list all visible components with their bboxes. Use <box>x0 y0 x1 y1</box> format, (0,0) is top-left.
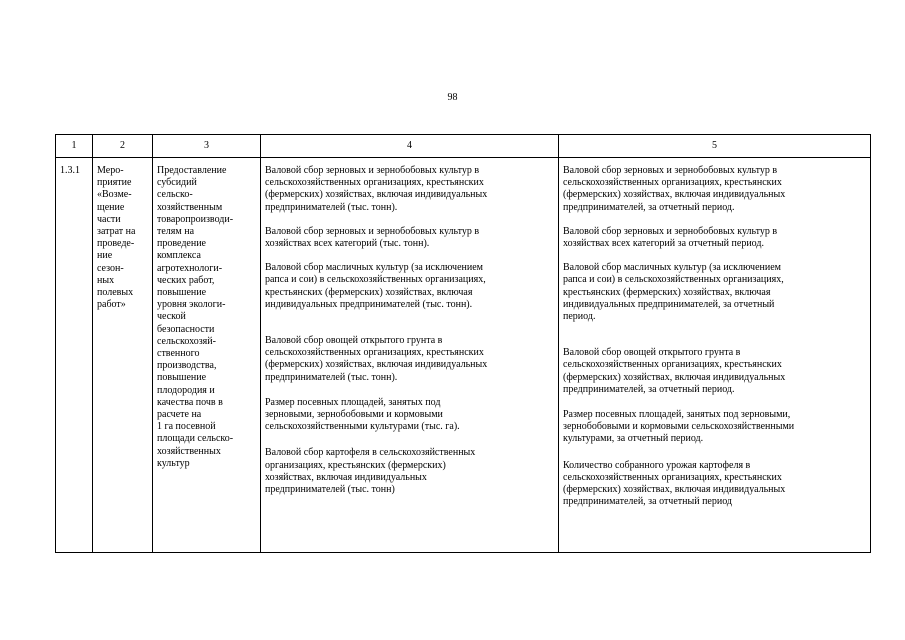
indicator-paragraph <box>265 397 555 434</box>
definition-paragraph <box>563 347 868 396</box>
measure-description-line: сельско- <box>157 189 193 201</box>
measure-description-line: товаропроизводи- <box>157 213 234 225</box>
definition-paragraph-line: Количество собранного урожая картофеля в <box>563 459 751 471</box>
measure-name-line: Меро- <box>97 165 124 176</box>
definitions-cell <box>559 158 871 553</box>
column-header-1: 1 <box>56 135 93 158</box>
indicator-paragraph-line: крестьянских (фермерских) хозяйствах, включая <box>265 286 473 298</box>
definition-paragraph-line: предпринимателей, за отчетный период. <box>563 383 735 395</box>
indicator-paragraph-line: Размер посевных площадей, занятых под <box>265 396 441 408</box>
definition-paragraph <box>563 226 868 250</box>
indicator-paragraph-line: Валовой сбор картофеля в сельскохозяйственных <box>265 447 476 459</box>
definition-paragraph-line: Валовой сбор масличных культур (за исключением <box>563 262 781 274</box>
definition-paragraph-line: зернобобовыми и кормовыми сельскохозяйственными <box>563 421 795 433</box>
item-number: 1.3.1 <box>60 165 80 176</box>
column-header-3: 3 <box>153 135 261 158</box>
measure-name-line: полевых <box>97 287 134 299</box>
indicator-paragraph <box>265 262 555 311</box>
measure-description-line: сельскохозяй- <box>157 335 216 347</box>
definition-paragraph-line: Размер посевных площадей, занятых под зерновыми, <box>563 409 791 421</box>
header-row <box>56 135 871 158</box>
definition-paragraph-line: культурами, за отчетный период. <box>563 433 704 445</box>
indicators-cell <box>261 158 559 553</box>
measure-description-line: хозяйственным <box>157 201 223 213</box>
measure-name-line: сезон- <box>97 262 124 274</box>
table-row <box>56 158 871 553</box>
definition-paragraph-line: период. <box>563 311 596 323</box>
measure-description-line: плодородия и <box>157 384 215 396</box>
definition-paragraph-line: Валовой сбор зерновых и зернобобовых культур в <box>563 225 778 237</box>
definition-paragraph-line: (фермерских) хозяйствах, включая индивидуальных <box>563 189 786 201</box>
definition-paragraph-line: крестьянских (фермерских) хозяйствах, включая <box>563 286 771 298</box>
indicator-paragraph-line: сельскохозяйственных организациях, крестьянских <box>265 177 484 189</box>
indicator-paragraph-line: индивидуальных предпринимателей (тыс. тонн). <box>265 298 473 310</box>
definition-paragraph-line: рапса и сои) в сельскохозяйственных организациях, <box>563 274 784 286</box>
definition-paragraph-line: сельскохозяйственных организациях, крестьянских <box>563 177 782 189</box>
indicator-paragraph-line: организациях, крестьянских (фермерских) <box>265 459 446 471</box>
measure-description-line: ственного <box>157 348 200 360</box>
definition-paragraph-line: предпринимателей, за отчетный период. <box>563 201 735 213</box>
indicator-paragraph-line: (фермерских) хозяйствах, включая индивидуальных <box>265 359 488 371</box>
measure-description-line: производства, <box>157 360 217 372</box>
definition-paragraph-line: Валовой сбор зерновых и зернобобовых культур в <box>563 165 778 176</box>
measure-description-line: хозяйственных <box>157 445 221 457</box>
indicator-paragraph-line: Валовой сбор овощей открытого грунта в <box>265 335 443 347</box>
page-number: 98 <box>447 92 458 103</box>
measure-description-line: уровня экологи- <box>157 299 226 311</box>
measure-description-line: субсидий <box>157 177 197 189</box>
indicator-paragraph-line: предпринимателей (тыс. тонн). <box>265 201 398 213</box>
column-header-5: 5 <box>559 135 871 158</box>
measure-name-line: приятие <box>97 177 132 189</box>
definition-paragraph <box>563 409 868 446</box>
definition-paragraph-line: предпринимателей, за отчетный период <box>563 496 733 508</box>
indicator-paragraph-line: Валовой сбор зерновых и зернобобовых культур в <box>265 165 480 176</box>
indicator-paragraph-line: хозяйствах, включая индивидуальных <box>265 471 427 483</box>
measure-name-line: «Возме- <box>97 189 132 201</box>
measure-description-line: комплекса <box>157 250 201 262</box>
measure-name-line: ных <box>97 274 115 286</box>
indicator-paragraph-line: Валовой сбор зерновых и зернобобовых культур в <box>265 225 480 237</box>
indicator-paragraph-line: сельскохозяйственных организациях, крестьянских <box>265 347 484 359</box>
measure-name-cell <box>93 158 153 553</box>
definition-paragraph-line: хозяйствах всех категорий за отчетный период. <box>563 238 764 250</box>
measure-description-line: ческих работ, <box>157 274 215 286</box>
indicator-paragraph-line: (фермерских) хозяйствах, включая индивидуальных <box>265 189 488 201</box>
measure-description-line: ческой <box>157 311 186 323</box>
measure-name-line: ние <box>97 250 113 262</box>
measure-description-line: качества почв в <box>157 396 223 408</box>
column-header-4: 4 <box>261 135 559 158</box>
definition-paragraph-line: сельскохозяйственных организациях, крестьянских <box>563 471 782 483</box>
definition-paragraph-line: индивидуальных предпринимателей, за отчетный <box>563 298 775 310</box>
measure-description-line: безопасности <box>157 323 215 335</box>
indicator-paragraph-line: хозяйствах всех категорий (тыс. тонн). <box>265 238 430 250</box>
measure-name-line: части <box>97 213 121 225</box>
measures-table <box>55 134 871 553</box>
measure-name-line: проведе- <box>97 238 135 250</box>
measure-description-line: культур <box>157 457 190 469</box>
measure-description-cell <box>153 158 261 553</box>
definition-paragraph <box>563 460 868 509</box>
measure-description-line: расчете на <box>157 409 202 421</box>
definition-paragraph-line: сельскохозяйственных организациях, крестьянских <box>563 359 782 371</box>
indicator-paragraph <box>265 226 555 250</box>
indicator-paragraph-line: рапса и сои) в сельскохозяйственных организациях, <box>265 274 486 286</box>
measure-description-line: повышение <box>157 287 207 299</box>
indicator-paragraph-line: предпринимателей (тыс. тонн). <box>265 371 398 383</box>
definition-paragraph-line: (фермерских) хозяйствах, включая индивидуальных <box>563 484 786 496</box>
measure-name-line: затрат на <box>97 226 136 238</box>
definition-paragraph-line: (фермерских) хозяйствах, включая индивидуальных <box>563 371 786 383</box>
indicator-paragraph <box>265 335 555 384</box>
measure-description-line: площади сельско- <box>157 433 234 445</box>
measure-name-line: щение <box>97 201 125 213</box>
measure-description-line: агротехнологи- <box>157 262 223 274</box>
indicator-paragraph-line: сельскохозяйственными культурами (тыс. га). <box>265 421 460 433</box>
measure-description-line: телям на <box>157 226 195 238</box>
definition-paragraph-line: Валовой сбор овощей открытого грунта в <box>563 347 741 359</box>
indicator-paragraph <box>265 165 555 214</box>
column-header-2: 2 <box>93 135 153 158</box>
indicator-paragraph-line: предпринимателей (тыс. тонн) <box>265 484 395 496</box>
measure-description-line: Предоставление <box>157 165 227 176</box>
indicator-paragraph-line: Валовой сбор масличных культур (за исключением <box>265 262 483 274</box>
indicator-paragraph <box>265 447 555 496</box>
measure-name-line: работ» <box>97 299 126 311</box>
indicator-paragraph-line: зерновыми, зернобобовыми и кормовыми <box>265 409 443 421</box>
definition-paragraph <box>563 165 868 214</box>
item-number-cell <box>56 158 93 553</box>
definition-paragraph <box>563 262 868 323</box>
measure-description-line: повышение <box>157 372 207 384</box>
measure-description-line: проведение <box>157 238 206 250</box>
measure-description-line: 1 га посевной <box>157 421 216 433</box>
